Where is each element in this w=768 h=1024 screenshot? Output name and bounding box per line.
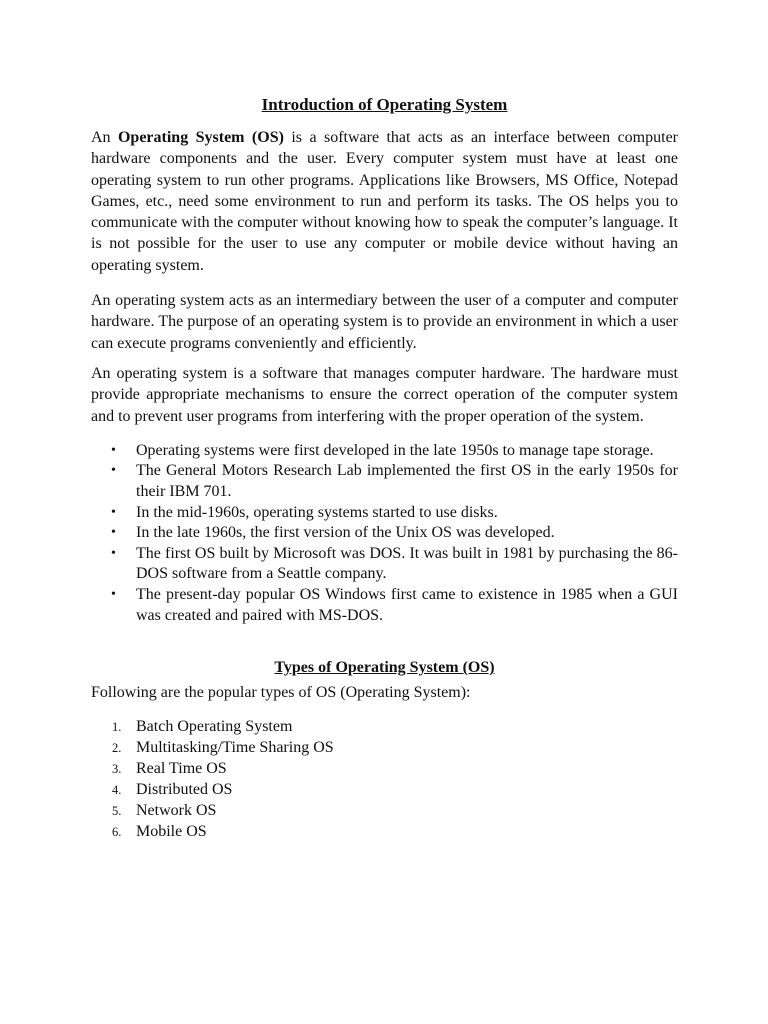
list-number: 3.	[112, 762, 122, 777]
list-item-text: Distributed OS	[136, 781, 233, 799]
list-number: 1.	[112, 720, 122, 735]
bullet-icon: •	[111, 442, 116, 458]
list-item	[91, 585, 678, 626]
list-item-text: Network OS	[136, 802, 217, 820]
list-number: 4.	[112, 783, 122, 798]
list-item-text: In the mid-1960s, operating systems started to use disks.	[136, 503, 498, 521]
list-number: 2.	[112, 741, 122, 756]
types-intro: Following are the popular types of OS (Operating System):	[91, 684, 471, 702]
bullet-icon: •	[111, 525, 116, 541]
list-number: 6.	[112, 825, 122, 840]
list-item	[91, 779, 678, 800]
document-title: Introduction of Operating System	[261, 95, 508, 114]
list-item	[91, 523, 678, 544]
list-item-text: Batch Operating System	[136, 718, 293, 736]
document-page	[91, 92, 678, 842]
types-section-title: Types of Operating System (OS)	[274, 659, 495, 677]
intro-paragraph	[91, 127, 678, 276]
list-item-text: Multitasking/Time Sharing OS	[136, 739, 334, 757]
list-item-text: Real Time OS	[136, 760, 227, 778]
list-item	[91, 503, 678, 524]
list-item	[91, 737, 678, 758]
bullet-icon: •	[111, 504, 116, 520]
list-item-text: The present-day popular OS Windows first came to existence in 1985 when a GUI was created and paired with MS-DOS.	[136, 586, 678, 624]
intro-body: is a software that acts as an interface between computer hardware components and the user. Every computer system must have at least one operating system to run other programs. Applications like Browsers, MS Office, Notepad Games, etc., need some environment to run and perform its tasks. The OS helps you to communicate with the computer without knowing how to speak the computer’s language. It is not possible for the user to use any computer or mobile device without having an operating system.	[91, 129, 678, 274]
list-item	[91, 821, 678, 842]
intermediary-paragraph: An operating system acts as an intermediary between the user of a computer and computer hardware. The purpose of an operating system is to provide an environment in which a user can execute programs conveniently and efficiently.	[91, 292, 678, 352]
hardware-paragraph: An operating system is a software that manages computer hardware. The hardware must provide appropriate mechanisms to ensure the correct operation of the computer system and to prevent user programs from interfering with the proper operation of the system.	[91, 364, 678, 425]
intro-lead: An	[91, 129, 118, 146]
intro-term: Operating System (OS)	[117, 129, 284, 146]
history-bullet-list	[91, 441, 678, 626]
bullet-icon: •	[111, 545, 116, 561]
list-item-text: Mobile OS	[136, 823, 207, 841]
list-item-text: Operating systems were first developed in the late 1950s to manage tape storage.	[136, 441, 654, 459]
list-item	[91, 716, 678, 737]
list-item	[91, 544, 678, 585]
bullet-icon: •	[111, 587, 116, 603]
list-item-text: The General Motors Research Lab implemented the first OS in the early 1950s for their IBM 701.	[136, 462, 678, 501]
list-item	[91, 800, 678, 821]
types-numbered-list	[91, 716, 678, 842]
list-item	[91, 441, 678, 462]
list-item	[91, 461, 678, 502]
list-item	[91, 758, 678, 779]
bullet-icon: •	[111, 463, 116, 479]
list-number: 5.	[112, 804, 122, 819]
list-item-text: In the late 1960s, the first version of the Unix OS was developed.	[136, 524, 555, 542]
list-item-text: The first OS built by Microsoft was DOS. It was built in 1981 by purchasing the 86-DOS software from a Seattle company.	[136, 544, 678, 583]
